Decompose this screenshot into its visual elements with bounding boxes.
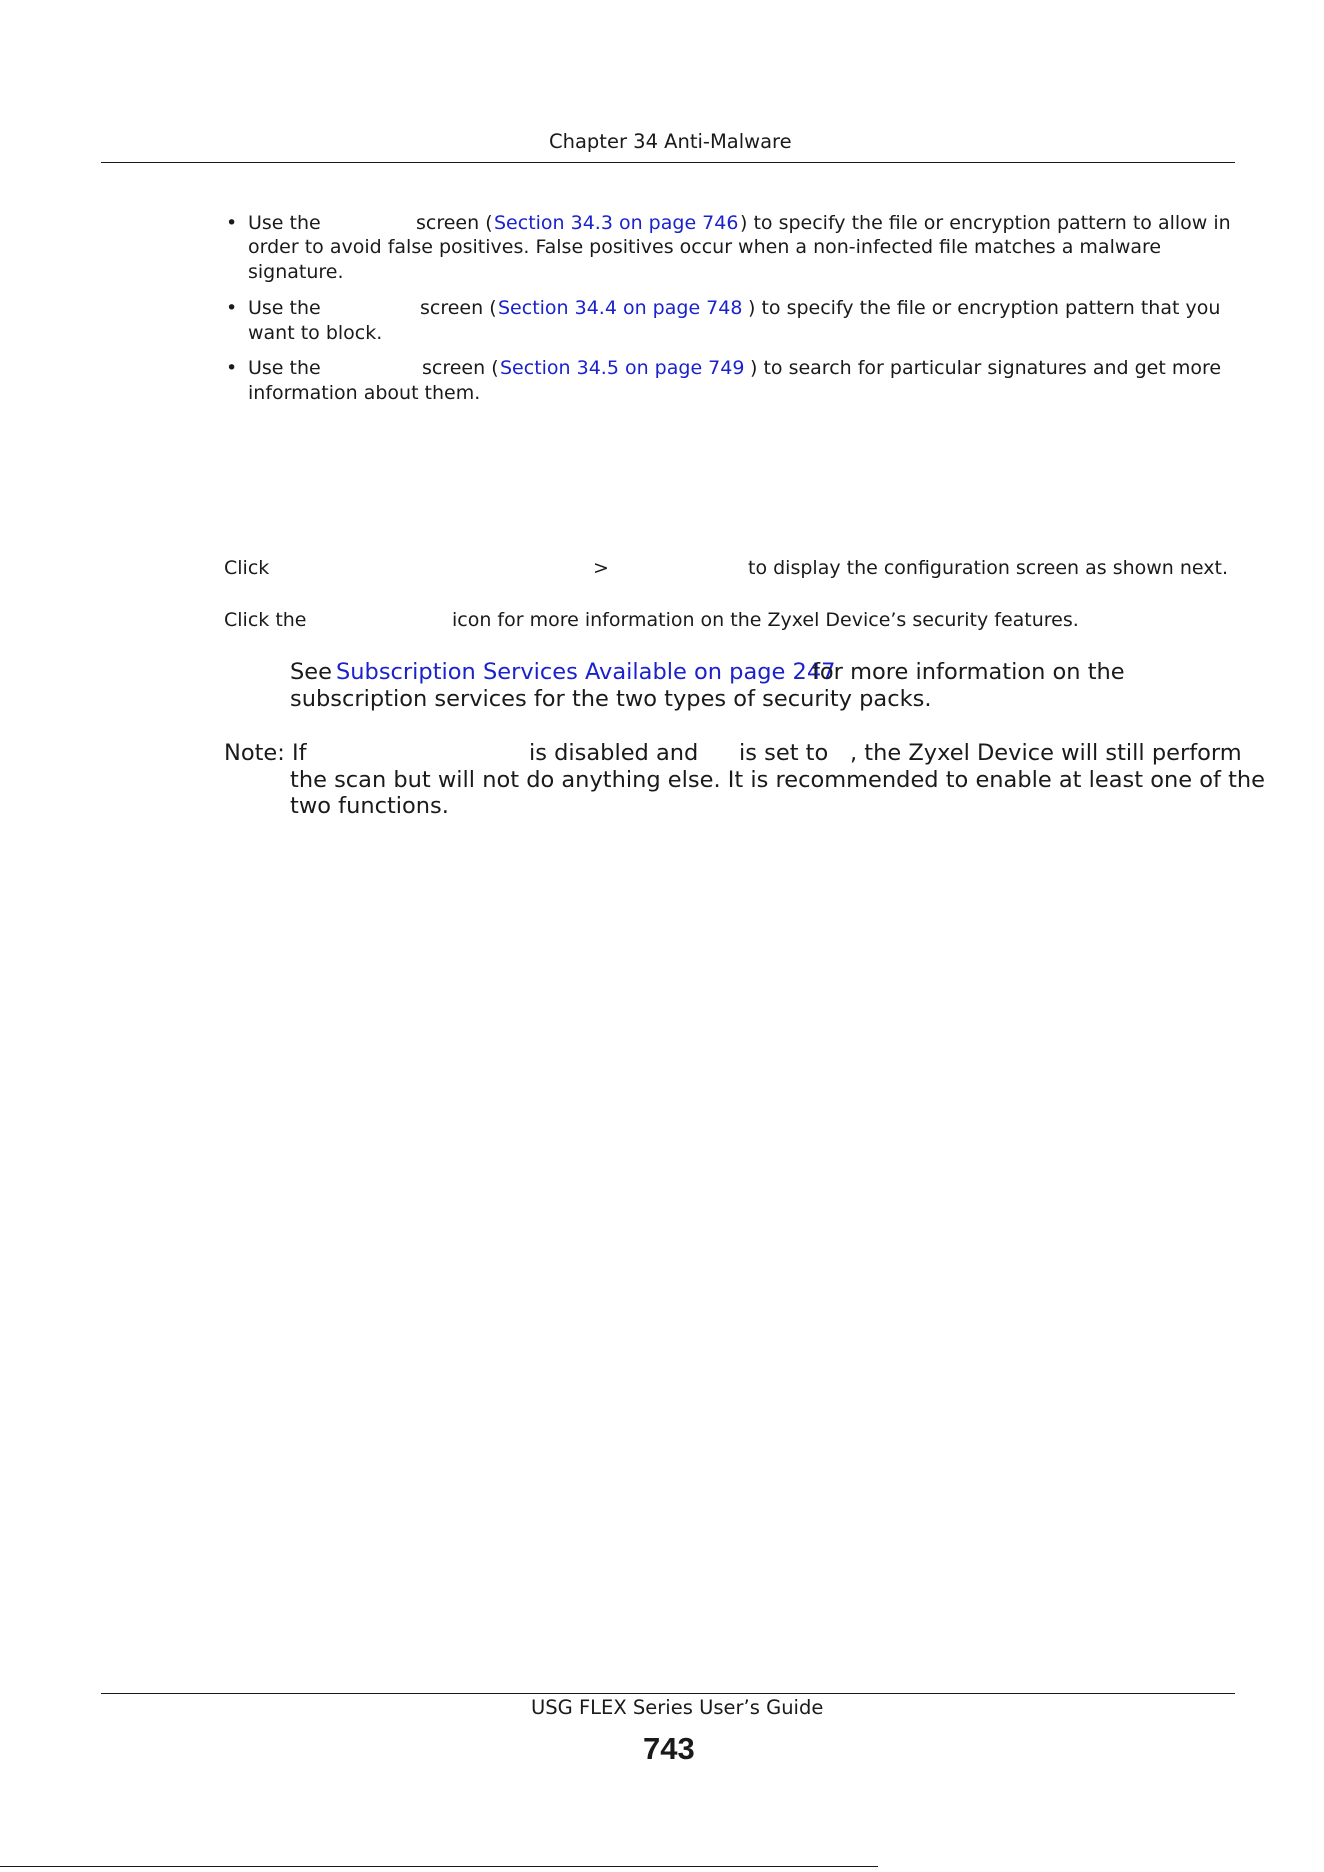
note-line-3: two functions.: [290, 793, 449, 819]
page-number: 743: [643, 1731, 695, 1766]
note-fragment: is disabled and: [529, 740, 699, 766]
bullet-marker: •: [226, 357, 238, 379]
bottom-edge-rule: [0, 1866, 878, 1867]
bullet-tail: ) to specify the file or encryption pattern to allow in: [740, 212, 1231, 234]
section-link[interactable]: Section 34.5 on page 749: [500, 357, 745, 379]
subscription-link[interactable]: Subscription Services Available on page 247: [336, 659, 836, 685]
note-line-2: the scan but will not do anything else. It is recommended to enable at least one of the: [290, 767, 1266, 793]
bullet-tail: ) to specify the file or encryption pattern that you: [748, 297, 1221, 319]
menu-separator: >: [593, 557, 609, 579]
bullet-screen-text: screen (: [420, 297, 497, 319]
bullet-lead: Use the: [248, 212, 321, 234]
see-label: See: [290, 659, 332, 685]
click-label: Click: [224, 557, 270, 579]
section-link[interactable]: Section 34.4 on page 748: [498, 297, 743, 319]
bullet-tail: ) to search for particular signatures and get more: [750, 357, 1222, 379]
click-label: Click the: [224, 609, 307, 631]
bullet-lead: Use the: [248, 357, 321, 379]
bullet-screen-text: screen (: [422, 357, 499, 379]
footer-rule: [101, 1693, 1235, 1694]
section-link[interactable]: Section 34.3 on page 746: [494, 212, 739, 234]
note-label: Note: If: [224, 740, 307, 766]
click-tail: to display the configuration screen as shown next.: [748, 557, 1229, 579]
see-line-2: subscription services for the two types of security packs.: [290, 686, 932, 712]
bullet-marker: •: [226, 212, 238, 234]
bullet-continuation: want to block.: [248, 322, 383, 344]
bullet-continuation: signature.: [248, 261, 344, 283]
see-tail: for more information on the: [812, 659, 1125, 685]
bullet-continuation: order to avoid false positives. False positives occur when a non-infected file matches a malware: [248, 236, 1162, 258]
footer-title: USG FLEX Series User’s Guide: [531, 1696, 824, 1719]
bullet-screen-text: screen (: [416, 212, 493, 234]
header-rule: [101, 162, 1235, 163]
note-fragment: is set to: [739, 740, 829, 766]
bullet-continuation: information about them.: [248, 382, 481, 404]
note-fragment: , the Zyxel Device will still perform: [850, 740, 1242, 766]
chapter-header: Chapter 34 Anti-Malware: [549, 130, 792, 153]
click-tail: icon for more information on the Zyxel Device’s security features.: [452, 609, 1079, 631]
bullet-marker: •: [226, 297, 238, 319]
bullet-lead: Use the: [248, 297, 321, 319]
